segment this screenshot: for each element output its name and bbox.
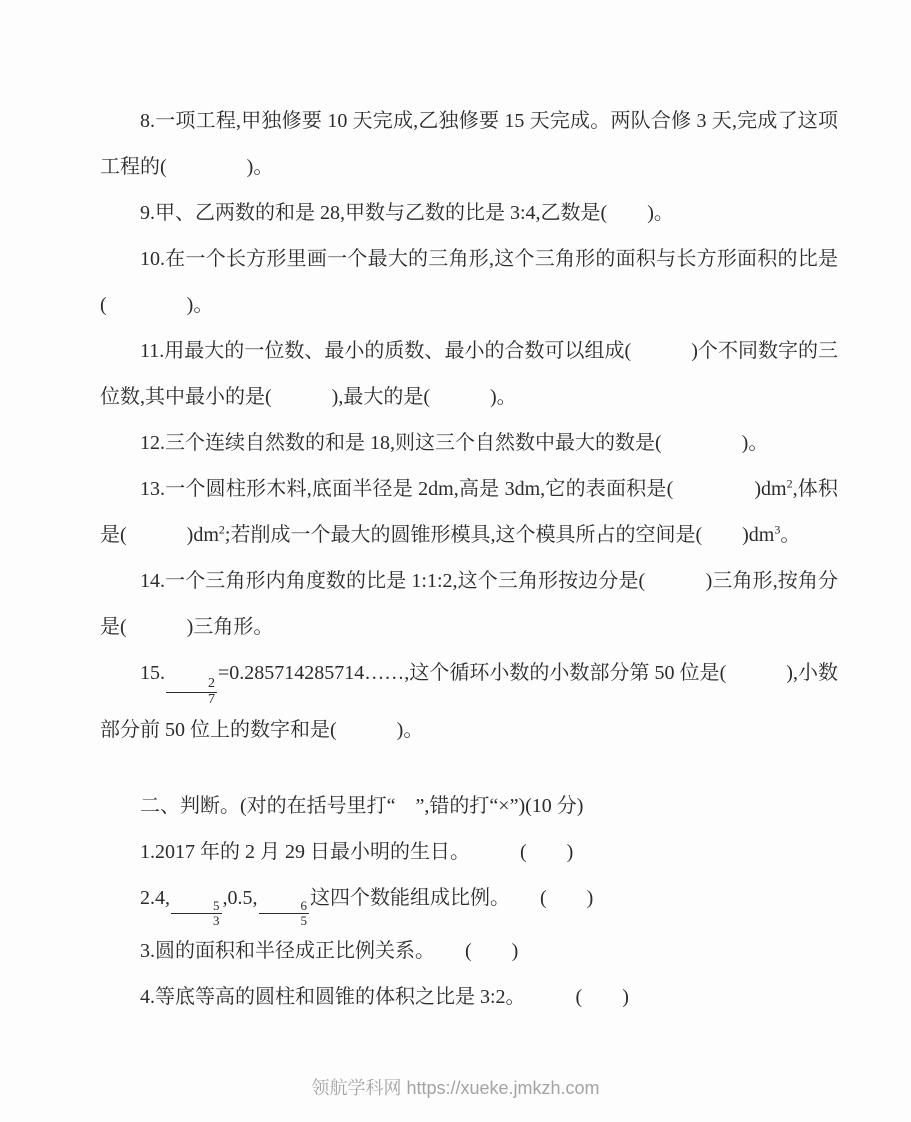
question-14: 14.一个三角形内角度数的比是 1:1:2,这个三角形按边分是( )三角形,按角分是( )三角形。 [100, 570, 838, 638]
fraction-five-thirds [171, 899, 222, 927]
text-segment: 2.4, [140, 887, 170, 910]
question-13 [100, 466, 838, 558]
fraction-six-fifths [259, 899, 310, 927]
fraction-denominator: 3 [213, 913, 220, 929]
fraction-numerator: 5 [171, 899, 222, 914]
question-10: 10.在一个长方形里画一个最大的三角形,这个三角形的面积与长方形面积的比是( )。 [100, 248, 838, 316]
exam-content [100, 98, 838, 1020]
judge-question-3: 3.圆的面积和半径成正比例关系。 ( ) [140, 939, 519, 962]
judge-question-2 [100, 875, 838, 927]
text-segment: ,0.5, [222, 887, 258, 910]
fraction-numerator: 2 [166, 677, 217, 693]
question-15 [100, 650, 838, 753]
text-segment: 。 [780, 524, 801, 546]
text-segment: 这四个数能组成比例。 ( ) [310, 887, 594, 910]
question-12: 12.三个连续自然数的和是 18,则这三个自然数中最大的数是( )。 [140, 432, 769, 454]
fraction-denominator: 7 [208, 691, 215, 707]
superscript: 2 [218, 522, 225, 537]
superscript: 2 [786, 476, 793, 491]
question-9: 9.甲、乙两数的和是 28,甲数与乙数的比是 3:4,乙数是( )。 [140, 202, 674, 224]
superscript: 3 [774, 522, 781, 537]
question-8: 8.一项工程,甲独修要 10 天完成,乙独修要 15 天完成。两队合修 3 天,完成了这项工程的( )。 [100, 110, 838, 178]
text-segment: 15. [140, 662, 165, 684]
fraction-numerator: 6 [259, 899, 310, 914]
text-segment: ,体积是( )dm [100, 478, 839, 546]
judge-question-4: 4.等底等高的圆柱和圆锥的体积之比是 3:2。 ( ) [140, 985, 629, 1008]
text-segment: 13.一个圆柱形木料,底面半径是 2dm,高是 3dm,它的表面积是( )dm [140, 478, 787, 500]
text-segment: =0.285714285714……,这个循环小数的小数部分第 50 位是( ),小数部分前 50 位上的数字和是( )。 [100, 662, 838, 742]
section-2-header: 二、判断。(对的在括号里打“ ”,错的打“×”)(10 分) [140, 795, 584, 818]
text-segment: ;若削成一个最大的圆锥形模具,这个模具所占的空间是( )dm [224, 524, 775, 546]
judge-question-1: 1.2017 年的 2 月 29 日最小明的生日。 ( ) [140, 841, 574, 864]
fraction-denominator: 5 [300, 913, 307, 929]
fraction-two-sevenths [166, 677, 217, 707]
question-11: 11.用最大的一位数、最小的质数、最小的合数可以组成( )个不同数字的三位数,其中最小的是( ),最大的是( )。 [100, 340, 838, 408]
footer-watermark: 领航学科网 https://xueke.jmkzh.com [311, 1078, 600, 1098]
